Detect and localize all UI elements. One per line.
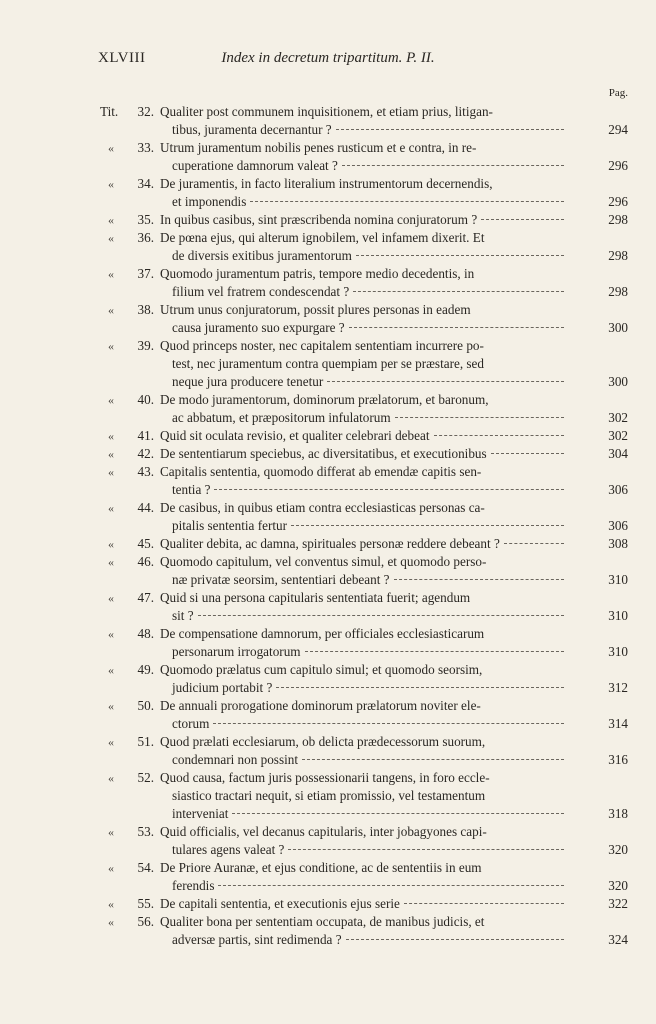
dot-leader [214,489,564,490]
dot-leader [404,903,564,904]
dot-leader [481,219,564,220]
page-reference: 296 [608,194,628,209]
index-entry [0,445,656,463]
running-title: Index in decretum tripartitum. P. II. [221,50,435,66]
entry-prefix [98,913,154,931]
dot-leader [349,327,564,328]
dot-leader [336,129,564,130]
index-entry [0,301,656,337]
index-entry [0,427,656,445]
entry-text-line: causa juramento suo expurgare ? [172,320,345,335]
index-entry [0,265,656,301]
dot-leader [305,651,564,652]
entry-text-line: cuperatione damnorum valeat ? [172,158,338,173]
entry-text-line: ac abbatum, et præpositorum infulatorum [172,410,391,425]
ditto-mark: « [108,447,114,461]
entry-text-line: personarum irrogatorum [172,644,301,659]
entry-prefix [98,265,154,283]
page-reference: 298 [608,212,628,227]
entry-number: 33. [137,140,154,155]
entry-text-line: filium vel fratrem condescendat ? [172,284,350,299]
dot-leader [232,813,564,814]
index-entry [0,175,656,211]
index-entry [0,553,656,589]
entry-number: 38. [137,302,154,317]
index-entry [0,391,656,427]
entry-number: 53. [137,824,154,839]
entry-number: 44. [137,500,154,515]
entry-number: 47. [137,590,154,605]
index-entry [0,535,656,553]
entry-prefix [98,823,154,841]
entry-number: 35. [137,212,154,227]
entry-number: 55. [137,896,154,911]
entry-text-line: condemnari non possint [172,752,298,767]
index-entry [0,463,656,499]
index-entry [0,733,656,769]
entry-text-line: Quod prælati ecclesiarum, ob delicta prædecessorum suorum, [160,734,486,749]
entry-prefix [98,229,154,247]
entry-number: 32. [137,104,154,119]
page-reference: 318 [608,806,628,821]
entry-text-line: Quid sit oculata revisio, et qualiter celebrari debeat [160,428,430,443]
entry-text-line: sit ? [172,608,194,623]
entry-prefix [98,859,154,877]
entry-text-line: tibus, juramenta decernantur ? [172,122,332,137]
page-reference: 298 [608,284,628,299]
dot-leader [218,885,564,886]
entry-number: 46. [137,554,154,569]
entry-prefix [98,139,154,157]
dot-leader [394,579,564,580]
entry-text-line: De sententiarum speciebus, ac diversitatibus, et executionibus [160,446,487,461]
entry-number: 42. [137,446,154,461]
dot-leader [342,165,564,166]
entry-text-line: Capitalis sententia, quomodo differat ab emendæ capitis sen- [160,464,482,479]
entry-text-line: De capitali sententia, et executionis ejus serie [160,896,400,911]
ditto-mark: « [108,141,114,155]
page-reference: 294 [608,122,628,137]
entry-text-line: ferendis [172,878,215,893]
page-reference: 312 [608,680,628,695]
page-reference: 302 [608,428,628,443]
entry-text-line: neque jura producere tenetur [172,374,324,389]
entry-prefix [98,535,154,553]
entry-prefix [98,661,154,679]
entry-number: 43. [137,464,154,479]
page-reference: 314 [608,716,628,731]
dot-leader [250,201,564,202]
entry-number: 40. [137,392,154,407]
entry-text-line: Quod princeps noster, nec capitalem sententiam incurrere po- [160,338,484,353]
entry-prefix [98,733,154,751]
entry-text-line: et imponendis [172,194,247,209]
ditto-mark: « [108,555,114,569]
page-reference: 310 [608,572,628,587]
index-entry [0,769,656,823]
entry-text-line: Utrum unus conjuratorum, possit plures personas in eadem [160,302,471,317]
ditto-mark: « [108,213,114,227]
entry-text-line: De compensatione damnorum, per officiales ecclesiasticarum [160,626,485,641]
entry-number: 54. [137,860,154,875]
entry-prefix [98,463,154,481]
dot-leader [327,381,564,382]
index-list [0,103,656,949]
entry-prefix [98,211,154,229]
dot-leader [353,291,564,292]
index-entry [0,661,656,697]
index-entry [0,103,656,139]
page-column-label: Pag. [608,87,628,99]
page-reference: 320 [608,878,628,893]
entry-number: 37. [137,266,154,281]
index-entry [0,895,656,913]
index-entry [0,211,656,229]
ditto-mark: « [108,627,114,641]
entry-number: 56. [137,914,154,929]
entry-text-line: Qualiter debita, ac damna, spirituales personæ reddere debeant ? [160,536,500,551]
page-reference: 296 [608,158,628,173]
dot-leader [276,687,564,688]
entry-text-line: Qualiter bona per sententiam occupata, de manibus judicis, et [160,914,485,929]
ditto-mark: « [108,177,114,191]
dot-leader [434,435,564,436]
entry-prefix [98,625,154,643]
entry-text-line: De annuali prorogatione dominorum prælatorum noviter ele- [160,698,481,713]
ditto-mark: « [108,861,114,875]
dot-leader [213,723,564,724]
entry-text-line: judicium portabit ? [172,680,273,695]
page-reference: 306 [608,482,628,497]
dot-leader [302,759,564,760]
ditto-mark: « [108,699,114,713]
page-reference: 320 [608,842,628,857]
entry-text-line: test, nec juramentum contra quempiam per se præstare, sed [172,356,484,371]
entry-text-line: De pœna ejus, qui alterum ignobilem, vel infamem dixerit. Et [160,230,485,245]
folio-number: XLVIII [98,50,146,66]
page-reference: 304 [608,446,628,461]
entry-number: 36. [137,230,154,245]
page-reference: 308 [608,536,628,551]
ditto-mark: « [108,825,114,839]
entry-prefix [98,553,154,571]
ditto-mark: « [108,915,114,929]
ditto-mark: « [108,465,114,479]
entry-text-line: siastico tractari nequit, si etiam promissio, vel testamentum [172,788,486,803]
entry-prefix [98,445,154,463]
entry-prefix [98,337,154,355]
entry-prefix [98,697,154,715]
entry-number: 34. [137,176,154,191]
entry-prefix [98,103,154,121]
entry-text-line: interveniat [172,806,229,821]
dot-leader [291,525,564,526]
entry-text-line: adversæ partis, sint redimenda ? [172,932,342,947]
entry-text-line: Quomodo juramentum patris, tempore medio decedentis, in [160,266,475,281]
entry-text-line: De casibus, in quibus etiam contra ecclesiasticas personas ca- [160,500,485,515]
entry-prefix [98,499,154,517]
entry-number: 52. [137,770,154,785]
entry-text-line: Qualiter post communem inquisitionem, et etiam prius, litigan- [160,104,493,119]
index-entry [0,229,656,265]
entry-number: 51. [137,734,154,749]
entry-text-line: De modo juramentorum, dominorum prælatorum, et baronum, [160,392,489,407]
entry-text-line: Quid officialis, vel decanus capitularis, inter jobagyones capi- [160,824,487,839]
entry-text-line: næ privatæ seorsim, sententiari debeant ? [172,572,390,587]
index-entry [0,337,656,391]
ditto-mark: « [108,591,114,605]
index-entry [0,913,656,949]
index-entry [0,139,656,175]
entry-text-line: De Priore Auranæ, et ejus conditione, ac de sententiis in eum [160,860,482,875]
entry-number: 45. [137,536,154,551]
ditto-mark: « [108,303,114,317]
entry-prefix [98,301,154,319]
entry-number: 49. [137,662,154,677]
ditto-mark: « [108,267,114,281]
ditto-mark: « [108,537,114,551]
entry-text-line: tulares agens valeat ? [172,842,285,857]
page-reference: 310 [608,644,628,659]
index-entry [0,625,656,661]
ditto-mark: « [108,231,114,245]
entry-text-line: ctorum [172,716,210,731]
page-reference: 322 [608,896,628,911]
ditto-mark: « [108,501,114,515]
entry-number: 41. [137,428,154,443]
page-reference: 306 [608,518,628,533]
ditto-mark: « [108,339,114,353]
page-reference: 316 [608,752,628,767]
page-reference: 324 [608,932,628,947]
entry-text-line: De juramentis, in facto literalium instrumentorum decernendis, [160,176,493,191]
page-reference: 300 [608,320,628,335]
entry-prefix [98,589,154,607]
entry-number: 39. [137,338,154,353]
entry-text-line: In quibus casibus, sint præscribenda nomina conjuratorum ? [160,212,478,227]
entry-text-line: Utrum juramentum nobilis penes rusticum et e contra, in re- [160,140,477,155]
entry-text-line: pitalis sententia fertur [172,518,287,533]
entry-prefix [98,769,154,787]
ditto-mark: « [108,429,114,443]
entry-prefix [98,895,154,913]
dot-leader [288,849,564,850]
dot-leader [198,615,564,616]
entry-text-line: Quod causa, factum juris possessionarii tangens, in foro eccle- [160,770,490,785]
page-reference: 302 [608,410,628,425]
entry-text-line: Quid si una persona capitularis sententiata fuerit; agendum [160,590,471,605]
index-entry [0,589,656,625]
page-reference: 310 [608,608,628,623]
ditto-mark: « [108,393,114,407]
entry-prefix [98,175,154,193]
entry-prefix [98,427,154,445]
dot-leader [356,255,564,256]
index-entry [0,499,656,535]
entry-prefix [98,391,154,409]
ditto-mark: « [108,663,114,677]
page-reference: 300 [608,374,628,389]
index-entry [0,697,656,733]
entry-text-line: tentia ? [172,482,211,497]
ditto-mark: « [108,897,114,911]
index-entry [0,823,656,859]
dot-leader [395,417,564,418]
ditto-mark: « [108,771,114,785]
entry-number: 50. [137,698,154,713]
entry-text-line: Quomodo prælatus cum capitulo simul; et quomodo seorsim, [160,662,483,677]
dot-leader [491,453,564,454]
entry-text-line: Quomodo capitulum, vel conventus simul, et quomodo perso- [160,554,487,569]
entry-text-line: de diversis exitibus juramentorum [172,248,352,263]
ditto-mark: « [108,735,114,749]
page-reference: 298 [608,248,628,263]
entry-number: 48. [137,626,154,641]
index-entry [0,859,656,895]
title-abbrev: Tit. [100,104,119,119]
dot-leader [346,939,564,940]
dot-leader [504,543,564,544]
